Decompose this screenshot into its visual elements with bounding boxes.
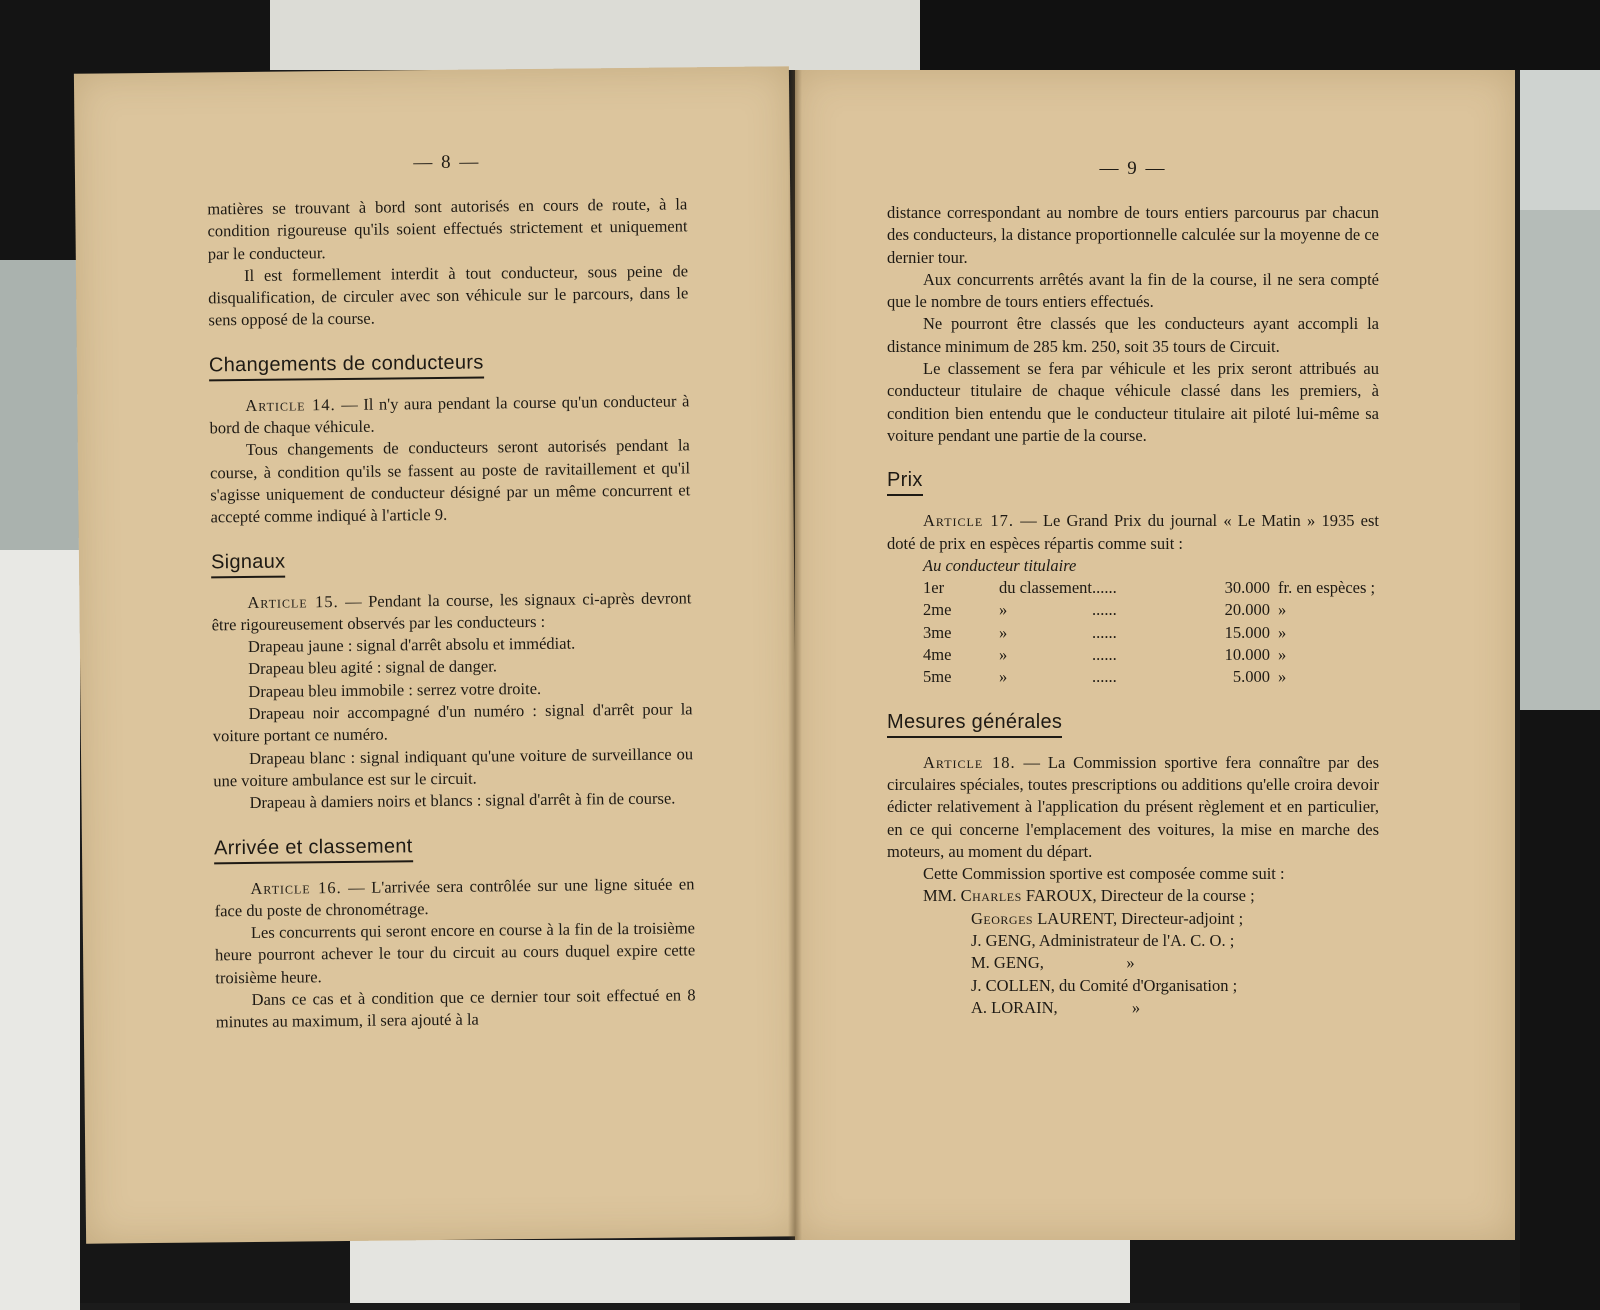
article-text: — Il n'y aura pendant la course qu'un conducteur à bord de chaque véhicule. [209, 391, 690, 438]
article-text: — L'arrivée sera contrôlée sur une ligne située en face du poste de chronométrage. [214, 873, 695, 921]
section-heading: Mesures générales [887, 711, 1062, 738]
prize-row [923, 644, 1375, 666]
commission-members [887, 885, 1379, 1019]
article-paragraph [887, 752, 1379, 863]
article-text: — Pendant la course, les signaux ci-après devront être rigoureusement observés par les conducteurs : [211, 587, 692, 635]
prize-row [923, 622, 1375, 644]
prize-unit: » [1278, 645, 1287, 665]
prize-unit: fr. en espèces ; [1278, 578, 1376, 598]
prize-label: » [999, 600, 1008, 620]
member-role: , Directeur de la course ; [1092, 886, 1255, 906]
article-text: — La Commission sportive fera connaître par des circulaires spéciales, toutes prescriptions ou additions qu'elle croira devoir édicter relativement à l'application du présent règlement et en particulier, en ce qui concerne l'emplacement des voitures, la mise en marche des moteurs, au moment du départ. [887, 752, 1379, 861]
flag-item: Drapeau noir accompagné d'un numéro : signal d'arrêt pour la voiture portant ce numéro. [212, 699, 693, 746]
prize-dots: ...... [1092, 600, 1117, 620]
flag-item: Drapeau bleu agité : signal de danger. [248, 656, 498, 679]
member-role: , Directeur-adjoint ; [1112, 908, 1244, 928]
prize-dots: ...... [1092, 645, 1117, 665]
section-heading: Changements de conducteurs [209, 351, 484, 381]
member-name: Georges [971, 908, 1034, 928]
prize-dots: ...... [1092, 667, 1117, 687]
member-surname: A. LORAIN [971, 997, 1054, 1017]
article-label: Article 14. [245, 394, 336, 415]
book-gutter [788, 70, 802, 1240]
member-role: , » [1039, 953, 1135, 973]
prize-row [923, 599, 1375, 621]
commission-member [923, 885, 1379, 907]
article-label: Article 16. [250, 877, 342, 898]
article-paragraph [209, 390, 689, 440]
prize-amount: 5.000 [1232, 667, 1271, 687]
section-heading: Prix [887, 469, 923, 496]
prize-amount: 30.000 [1224, 578, 1271, 598]
commission-member [923, 975, 1379, 997]
commission-member [923, 997, 1379, 1019]
prize-unit: » [1278, 667, 1287, 687]
flag-item: Drapeau jaune : signal d'arrêt absolu et immédiat. [247, 633, 576, 657]
member-surname: M. GENG [971, 953, 1040, 973]
prize-table [923, 577, 1375, 688]
prize-unit: » [1278, 622, 1287, 642]
member-role: , » [1053, 997, 1141, 1017]
paragraph: distance correspondant au nombre de tours entiers parcourus par chacun des conducteurs, la distance proportionnelle calculée sur la moyenne de ce dernier tour. [887, 203, 1379, 267]
article-text: — Le Grand Prix du journal « Le Matin » 1935 est doté de prix en espèces répartis comme suit : [887, 511, 1379, 553]
prize-amount: 15.000 [1224, 622, 1271, 642]
commission-member [923, 930, 1379, 952]
prize-label: » [999, 622, 1008, 642]
section-heading: Arrivée et classement [214, 835, 413, 864]
background-stripe [0, 260, 80, 550]
member-prefix: MM. [923, 886, 961, 906]
article-label: Article 17. [923, 511, 1015, 531]
prize-label: du classement [999, 578, 1093, 598]
article-label: Article 18. [923, 752, 1016, 772]
member-name: Charles [960, 886, 1022, 906]
member-role: , Administrateur de l'A. C. O. ; [1031, 931, 1235, 951]
page-number: — 9 — [1099, 158, 1167, 179]
prize-subtitle: Au conducteur titulaire [923, 555, 1077, 575]
right-page-content [887, 158, 1379, 1019]
member-surname: J. COLLEN [971, 975, 1051, 995]
prize-rank: 5me [923, 667, 952, 687]
article-paragraph [887, 510, 1379, 555]
commission-intro: Cette Commission sportive est composée comme suit : [923, 864, 1285, 884]
paragraph: Les concurrents qui seront encore en course à la fin de la troisième heure pourront achever le tour du circuit au cours duquel expire cette troisième heure. [215, 918, 696, 988]
paragraph: Dans ce cas et à condition que ce dernier tour soit effectué en 8 minutes au maximum, il sera ajouté à la [215, 985, 696, 1032]
member-surname: LAURENT [1033, 908, 1113, 928]
flag-item: Drapeau blanc : signal indiquant qu'une voiture de surveillance ou une voiture ambulance est sur le circuit. [213, 743, 694, 791]
background-stripe [270, 0, 920, 70]
member-surname: J. GENG [971, 931, 1032, 951]
background-stripe [1520, 210, 1600, 710]
prize-amount: 20.000 [1224, 600, 1271, 620]
prize-row [923, 577, 1375, 599]
prize-rank: 2me [923, 600, 952, 620]
article-paragraph [214, 873, 694, 923]
right-page [795, 70, 1515, 1240]
commission-member [923, 908, 1379, 930]
article-label: Article 15. [247, 591, 339, 612]
flag-item: Drapeau à damiers noirs et blancs : signal d'arrêt à fin de course. [249, 788, 676, 813]
flag-item: Drapeau bleu immobile : serrez votre droite. [248, 678, 542, 701]
member-role: , du Comité d'Organisation ; [1050, 975, 1238, 995]
prize-label: » [999, 645, 1008, 665]
paragraph: Aux concurrents arrêtés avant la fin de la course, il ne sera compté que le nombre de tours entiers effectués. [887, 269, 1379, 312]
intro-paragraph: Il est formellement interdit à tout conducteur, sous peine de disqualification, de circuler avec son véhicule sur le parcours, dans le sens opposé de la course. [208, 261, 689, 330]
prize-dots: ...... [1092, 622, 1117, 642]
prize-rank: 3me [923, 622, 952, 642]
member-surname: FAROUX [1021, 886, 1093, 906]
paragraph: Tous changements de conducteurs seront autorisés pendant la course, à condition qu'ils se fassent au poste de ravitaillement et qu'il s'agisse uniquement de conducteur désigné par un même concurrent et accepté comme indiqué à l'article 9. [209, 435, 691, 527]
paragraph: Le classement se fera par véhicule et les prix seront attribués au conducteur titulaire de chaque véhicule classé dans les premiers, à condition bien entendu que le conducteur titulaire ait piloté lui-même sa voiture pendant une partie de la course. [887, 359, 1379, 445]
prize-dots: ...... [1092, 578, 1117, 598]
prize-label: » [999, 667, 1008, 687]
section-heading: Signaux [211, 550, 286, 578]
intro-paragraph: matières se trouvant à bord sont autorisés en cours de route, à la condition rigoureuse qu'ils soient effectués strictement et uniquement par le conducteur. [207, 194, 688, 263]
commission-member [923, 952, 1379, 974]
article-paragraph [211, 587, 691, 637]
prize-rank: 4me [923, 645, 952, 665]
background-stripe [1520, 710, 1600, 1310]
page-number: — 8 — [413, 151, 481, 174]
left-page [74, 66, 801, 1243]
prize-unit: » [1278, 600, 1287, 620]
background-stripe [1520, 70, 1600, 210]
background-stripe [350, 1240, 1130, 1303]
background-stripe [920, 0, 1600, 70]
background-stripe [0, 550, 80, 1310]
prize-amount: 10.000 [1224, 645, 1271, 665]
paragraph: Ne pourront être classés que les conducteurs ayant accompli la distance minimum de 285 km. 250, soit 35 tours de Circuit. [887, 314, 1379, 356]
prize-row [923, 666, 1375, 688]
left-page-content [207, 149, 696, 1034]
prize-rank: 1er [923, 578, 945, 598]
